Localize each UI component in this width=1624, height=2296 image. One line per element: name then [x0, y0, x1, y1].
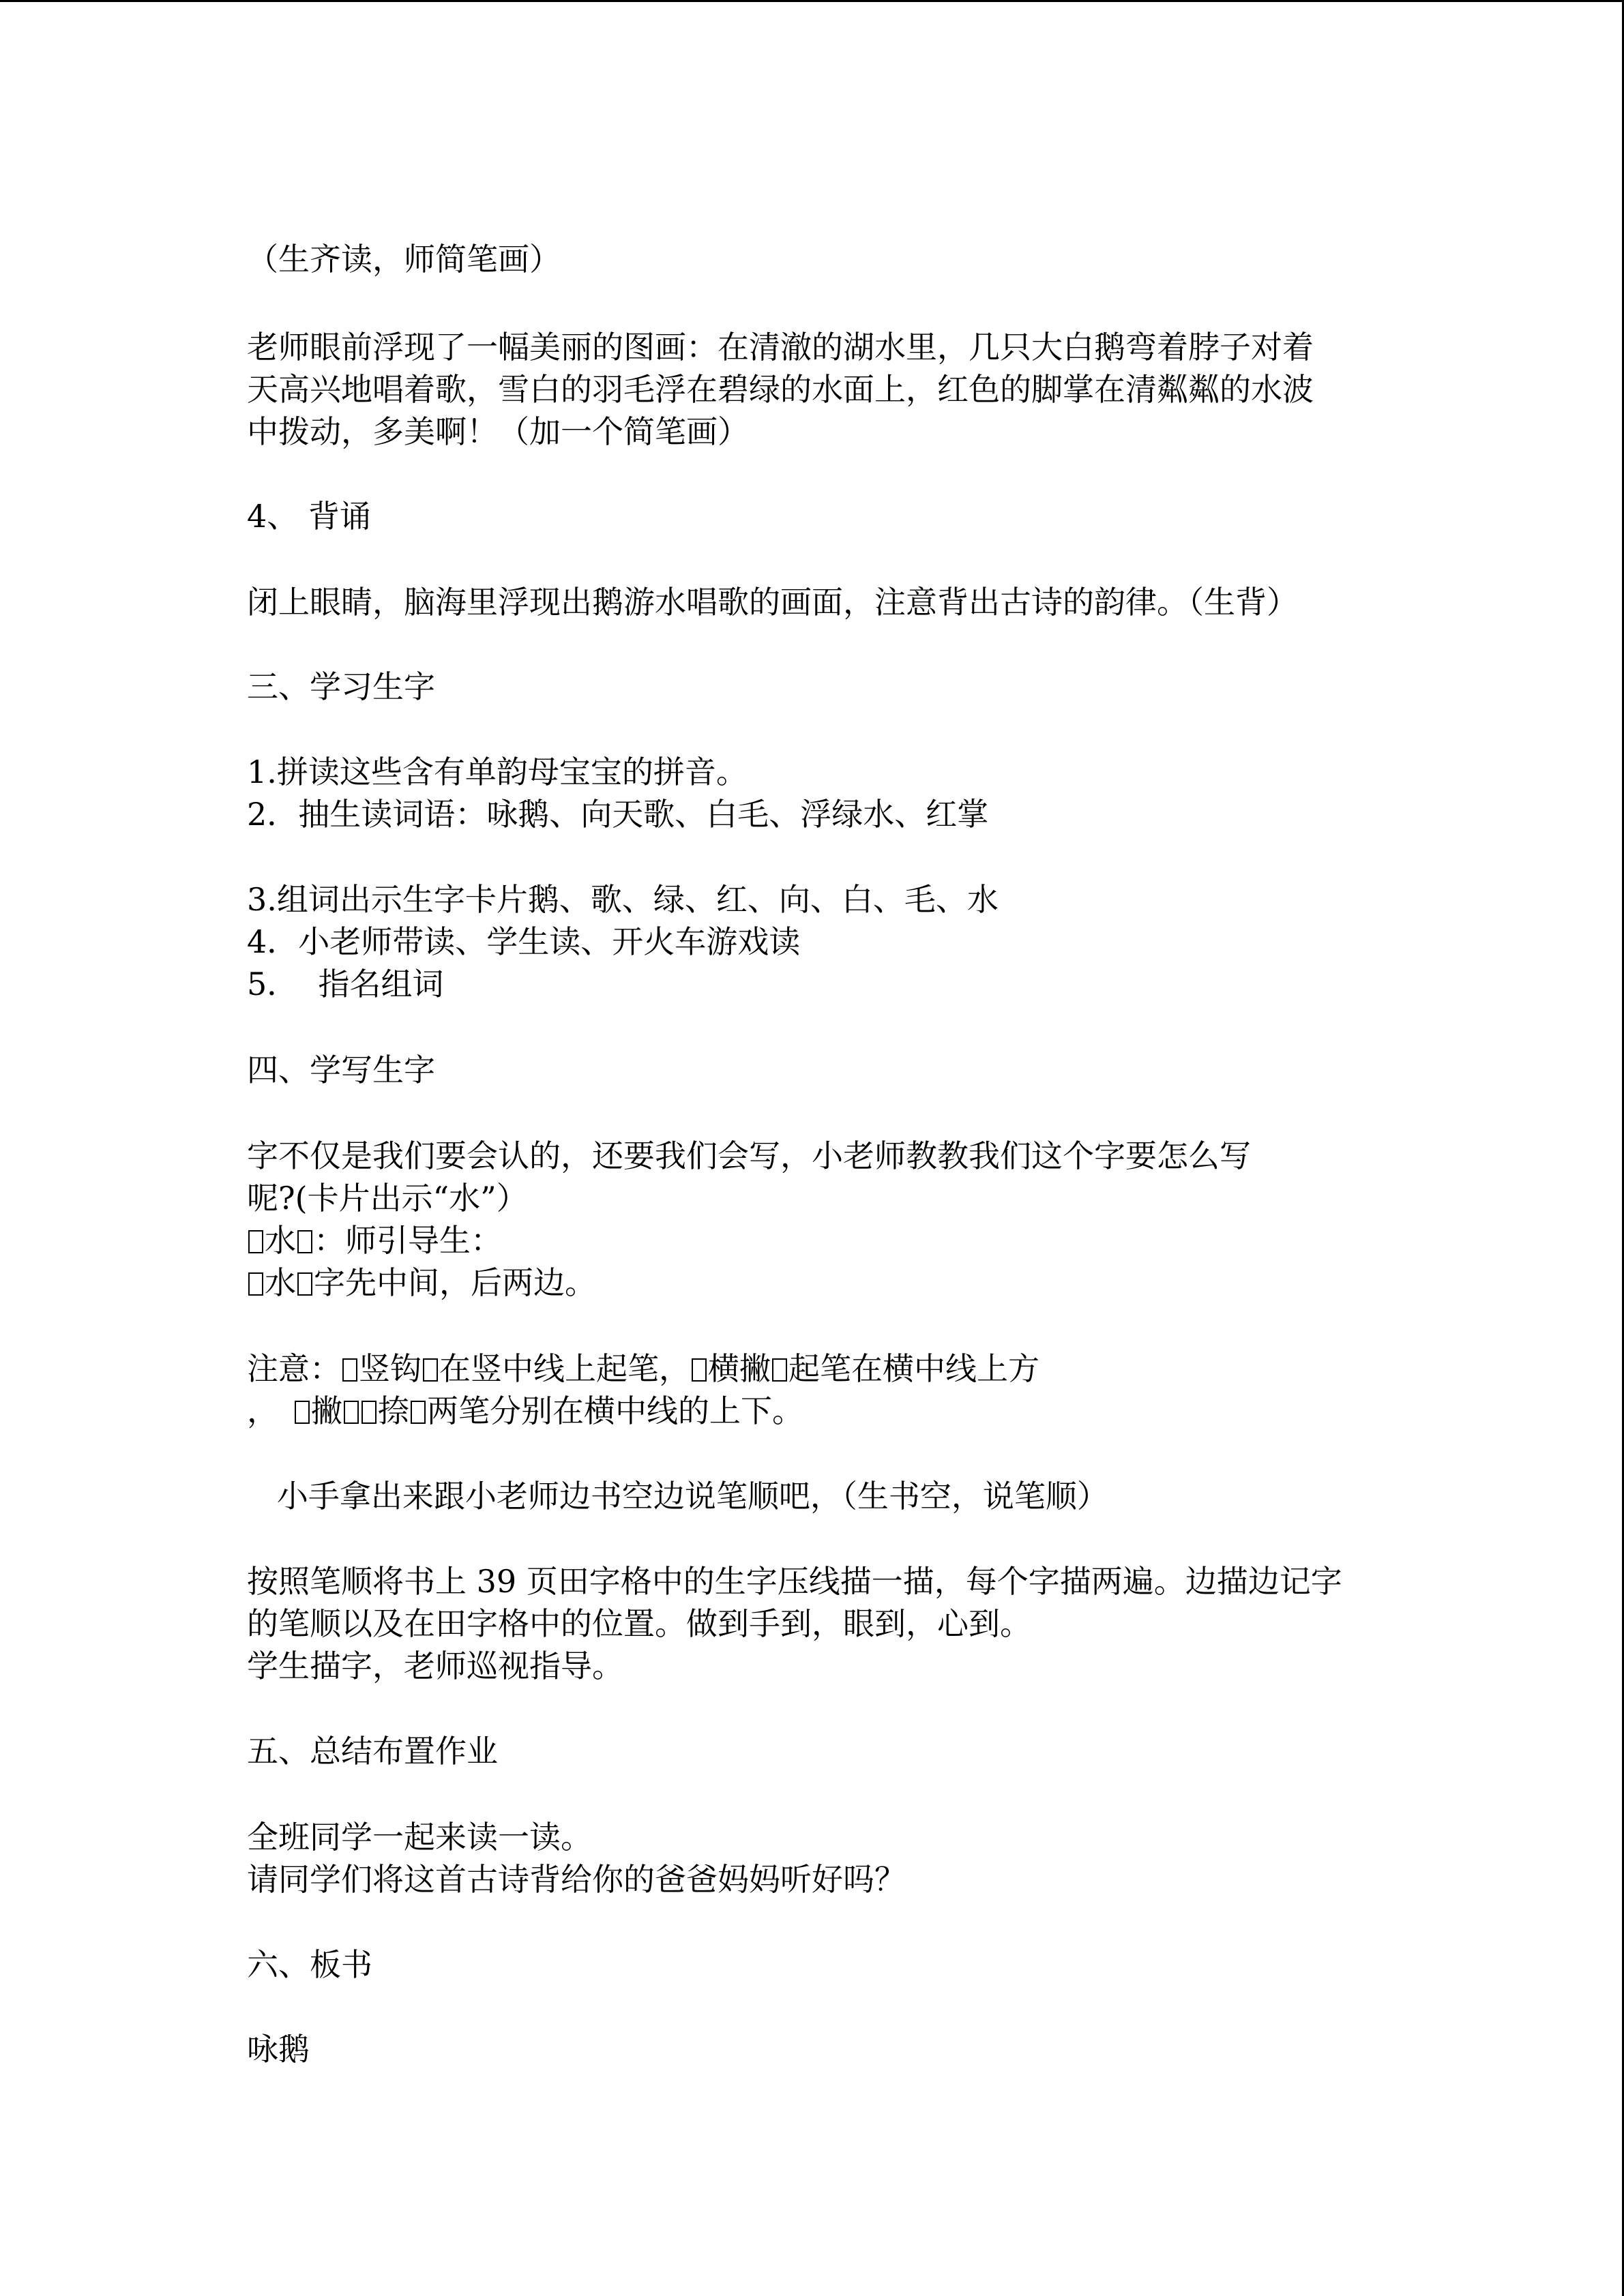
list-item: 2．抽生读词语：咏鹅、向天歌、白毛、浮绿水、红掌 [247, 796, 989, 833]
text-fragment: 字先中间，后两边。 [314, 1264, 596, 1301]
text-line: 天高兴地唱着歌，雪白的羽毛浮在碧绿的水面上，红色的脚掌在清粼粼的水波 [247, 371, 1314, 408]
text-line [247, 1262, 596, 1304]
text-fragment: 水 [265, 1222, 296, 1259]
text-line: 字不仅是我们要会认的，还要我们会写，小老师教教我们这个字要怎么写 [247, 1137, 1251, 1174]
text-line: 全班同学一起来读一读。 [247, 1819, 592, 1855]
text-line: 的笔顺以及在田字格中的位置。做到手到，眼到，心到。 [247, 1605, 1031, 1642]
placeholder-glyph-box [248, 1272, 263, 1296]
page-top-border [0, 0, 1624, 2]
text-line: 闭上眼睛，脑海里浮现出鹅游水唱歌的画面，注意背出古诗的韵律。（生背） [247, 584, 1298, 621]
text-fragment: 捺 [378, 1392, 409, 1429]
list-item: 3.组词出示生字卡片鹅、歌、绿、红、向、白、毛、水 [247, 881, 999, 918]
placeholder-glyph-box [423, 1358, 438, 1382]
text-line: 呢?(卡片出示“水”） [247, 1180, 528, 1217]
list-item: 1.拼读这些含有单韵母宝宝的拼音。 [247, 754, 748, 790]
section-heading: 三、学习生字 [247, 668, 435, 705]
text-line: 学生描字，老师巡视指导。 [247, 1648, 623, 1684]
text-fragment: 在竖中线上起笔， [439, 1350, 690, 1387]
text-line [247, 1347, 1039, 1390]
placeholder-glyph-box [772, 1358, 787, 1382]
placeholder-glyph-box [411, 1401, 426, 1424]
placeholder-glyph-box [692, 1358, 707, 1382]
text-fragment: 两笔分别在横中线的上下。 [427, 1392, 803, 1429]
text-line: （生齐读，师简笔画） [247, 241, 561, 278]
text-fragment: 横撇 [708, 1350, 771, 1387]
list-item: 5． 指名组词 [247, 966, 444, 1002]
text-fragment: ， [247, 1392, 278, 1429]
placeholder-glyph-box [344, 1401, 359, 1424]
text-line: 小手拿出来跟小老师边书空边说笔顺吧，（生书空，说笔顺） [247, 1478, 1108, 1515]
section-heading: 四、学写生字 [247, 1052, 435, 1088]
text-line: 中拨动，多美啊！（加一个简笔画） [247, 413, 749, 450]
text-line: 按照笔顺将书上 39 页田字格中的生字压线描一描，每个字描两遍。边描边记字 [247, 1563, 1342, 1600]
placeholder-glyph-box [361, 1401, 377, 1424]
section-heading: 六、板书 [247, 1946, 372, 1983]
section-heading: 五、总结布置作业 [247, 1733, 498, 1770]
text-fragment: 起笔在横中线上方 [788, 1350, 1039, 1387]
text-line: 老师眼前浮现了一幅美丽的图画：在清澈的湖水里，几只大白鹅弯着脖子对着 [247, 329, 1314, 366]
text-fragment: 注意： [247, 1350, 341, 1387]
text-line [247, 1390, 803, 1432]
placeholder-glyph-box [342, 1358, 357, 1382]
placeholder-glyph-box [297, 1230, 312, 1253]
text-line [247, 1219, 502, 1262]
text-fragment: 水 [265, 1264, 296, 1301]
list-item: 4．小老师带读、学生读、开火车游戏读 [247, 923, 801, 960]
text-fragment: ：师引导生： [314, 1222, 502, 1259]
placeholder-glyph-box [295, 1401, 310, 1424]
text-line: 请同学们将这首古诗背给你的爸爸妈妈听好吗？ [247, 1861, 906, 1898]
text-line: 咏鹅 [247, 2031, 310, 2068]
section-heading: 4、 背诵 [247, 498, 371, 535]
placeholder-glyph-box [248, 1230, 263, 1253]
text-fragment: 竖钩 [359, 1350, 422, 1387]
text-fragment: 撇 [311, 1392, 342, 1429]
placeholder-glyph-box [297, 1272, 312, 1296]
